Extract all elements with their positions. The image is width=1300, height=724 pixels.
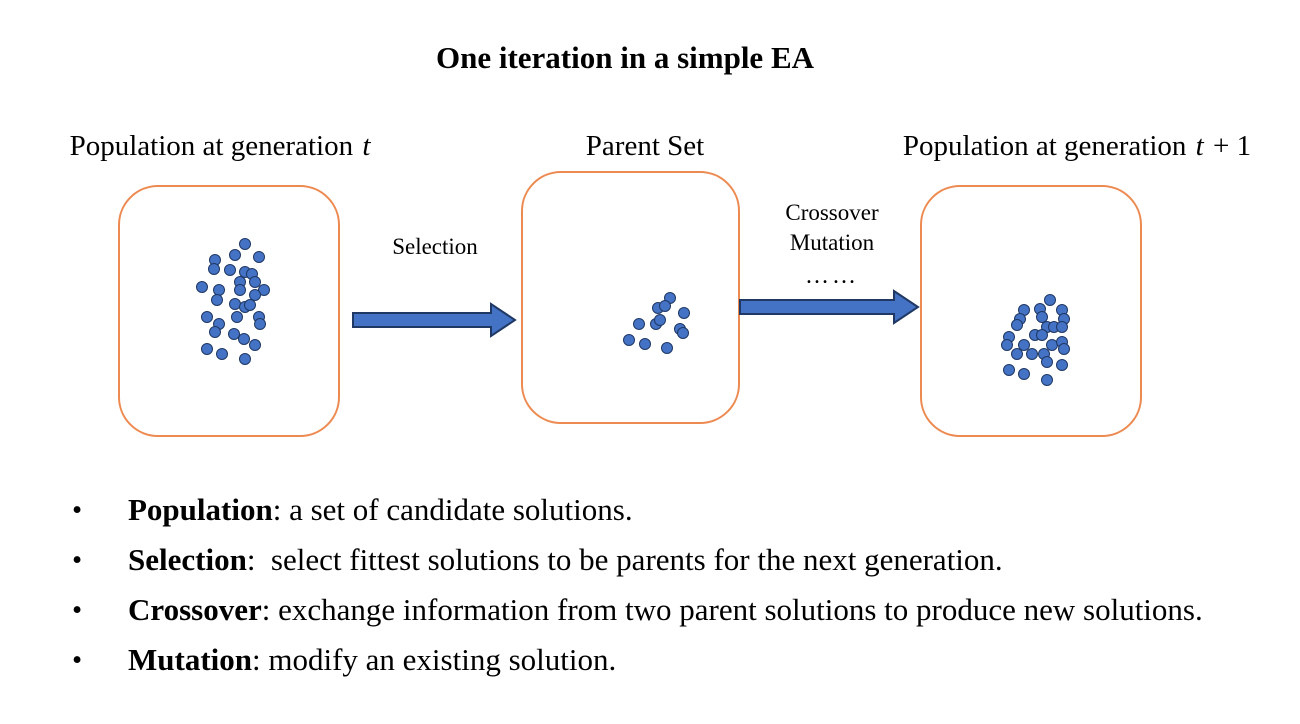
solution-dot	[244, 299, 256, 311]
solution-dot	[1001, 339, 1013, 351]
term-selection: Selection	[128, 542, 247, 577]
crossover-mutation-arrow-shape	[740, 291, 918, 323]
solution-dot	[659, 300, 671, 312]
solution-dot	[239, 238, 251, 250]
solution-dot	[677, 327, 689, 339]
math-var-t: t	[362, 130, 371, 162]
list-item-population	[70, 490, 1250, 530]
solution-dot	[1036, 329, 1048, 341]
solution-dot	[249, 339, 261, 351]
crossover-mutation-arrow-label	[785, 198, 879, 289]
solution-dot	[224, 264, 236, 276]
parent-set-box	[521, 171, 740, 424]
solution-dot	[234, 284, 246, 296]
solution-dot	[239, 353, 251, 365]
solution-dot	[1058, 343, 1070, 355]
mutation-label-text: Mutation	[789, 230, 875, 255]
solution-dot	[1044, 294, 1056, 306]
stage-label-parent-set	[586, 130, 708, 163]
solution-dot	[1011, 319, 1023, 331]
selection-label-text: Selection	[392, 234, 478, 259]
solution-dot	[623, 334, 635, 346]
solution-dot	[209, 326, 221, 338]
solution-dot	[1026, 348, 1038, 360]
slide-title: One iteration in a simple EA	[435, 40, 815, 75]
solution-dot	[196, 281, 208, 293]
selection-arrow	[353, 302, 517, 338]
definition-crossover: : exchange information from two parent solutions to produce new solutions.	[261, 592, 1203, 627]
solution-dot	[1018, 368, 1030, 380]
definition-population: : a set of candidate solutions.	[272, 492, 633, 527]
solution-dot	[231, 311, 243, 323]
list-item-crossover	[70, 590, 1250, 630]
term-population: Population	[128, 492, 273, 527]
crossover-label-text: Crossover	[785, 200, 879, 225]
solution-dot	[254, 318, 266, 330]
crossover-mutation-arrow	[740, 289, 920, 325]
solution-dot	[201, 343, 213, 355]
solution-dot	[1056, 359, 1068, 371]
term-mutation: Mutation	[128, 642, 252, 677]
selection-arrow-label	[392, 232, 478, 262]
solution-dot	[253, 251, 265, 263]
stage-label-suffix: + 1	[1205, 130, 1252, 162]
definition-mutation: : modify an existing solution.	[252, 642, 617, 677]
stage-label-text: Population at generation	[902, 130, 1194, 162]
solution-dot	[1041, 356, 1053, 368]
solution-dot	[229, 249, 241, 261]
math-var	[704, 130, 708, 162]
solution-dot	[1056, 321, 1068, 333]
solution-dot	[678, 307, 690, 319]
solution-dot	[216, 348, 228, 360]
population-box-generation-t-plus-1	[920, 185, 1142, 437]
math-var-t: t	[1195, 130, 1204, 162]
list-item-mutation	[70, 640, 1250, 680]
solution-dot	[1003, 364, 1015, 376]
term-crossover: Crossover	[128, 592, 262, 627]
stage-label-text: Parent Set	[585, 130, 705, 162]
definition-list	[70, 490, 1250, 690]
solution-dot	[211, 294, 223, 306]
solution-dot	[633, 318, 645, 330]
definition-selection: : select fittest solutions to be parents for the next generation.	[246, 542, 1003, 577]
solution-dot	[208, 263, 220, 275]
solution-dot	[1041, 374, 1053, 386]
solution-dot	[661, 342, 673, 354]
list-item-selection	[70, 540, 1250, 580]
solution-dot	[201, 311, 213, 323]
stage-label-text: Population at generation	[69, 130, 361, 162]
ellipsis-dots-text: ……	[805, 263, 859, 289]
solution-dot	[1011, 348, 1023, 360]
selection-arrow-shape	[353, 304, 515, 336]
stage-label-population-gen-t1	[903, 130, 1251, 163]
solution-dot	[639, 338, 651, 350]
stage-label-population-gen-t	[70, 130, 373, 163]
solution-dot	[654, 314, 666, 326]
population-box-generation-t	[118, 185, 340, 437]
